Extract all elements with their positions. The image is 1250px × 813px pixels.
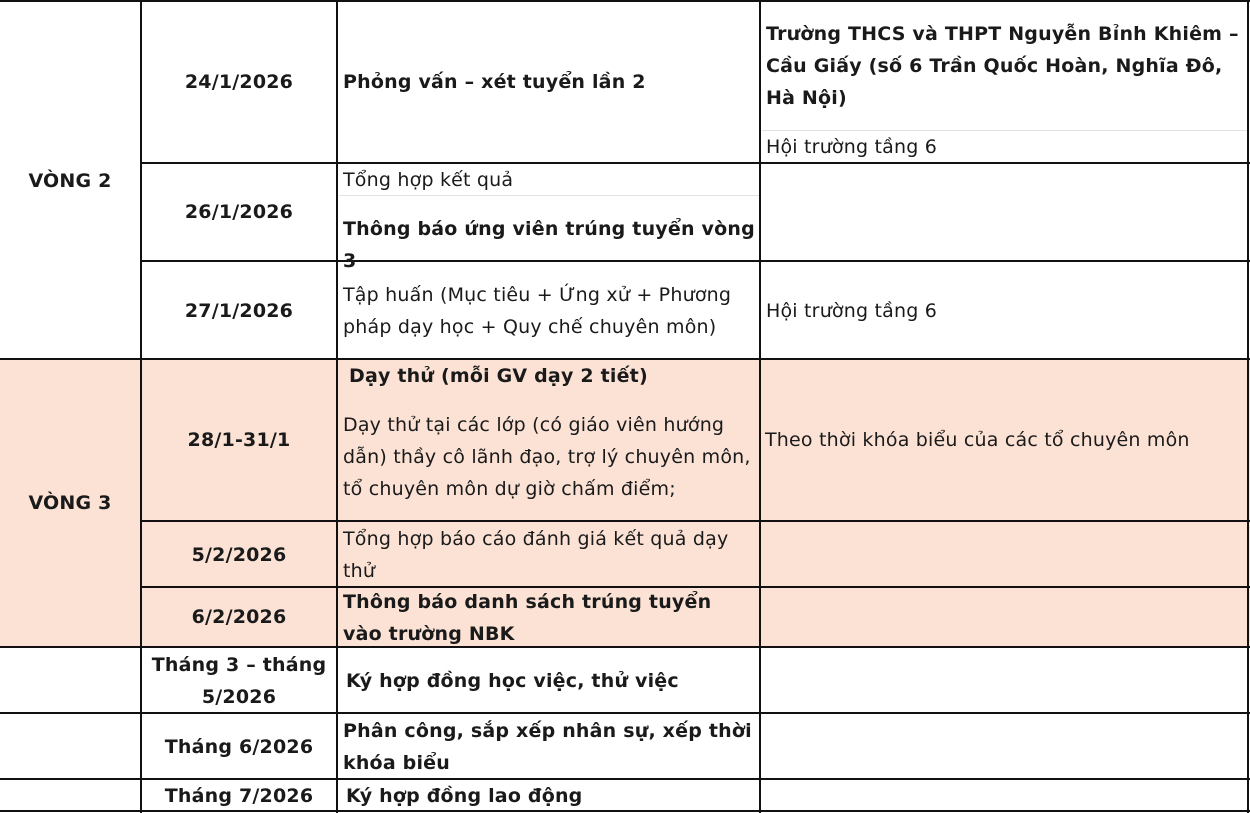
row-1-task: Phỏng vấn – xét tuyển lần 2 (343, 71, 646, 93)
row-6-date: 6/2/2026 (191, 606, 287, 628)
row-2-task-1: Tổng hợp kết quả (343, 169, 514, 191)
row-2-date: 26/1/2026 (184, 201, 294, 223)
round-2-label: VÒNG 2 (28, 170, 112, 192)
row-2-task-2: Thông báo ứng viên trúng tuyển vòng 3 (343, 218, 755, 272)
table-top-border (0, 0, 1250, 2)
row-1-location-sub: Hội trường tầng 6 (766, 136, 938, 158)
row-4-location: Theo thời khóa biểu của các tổ chuyên môn (765, 429, 1190, 451)
round-3-label: VÒNG 3 (28, 492, 112, 514)
row-divider (140, 520, 1250, 522)
row-9-task: Ký hợp đồng lao động (346, 785, 583, 807)
row-3-task: Tập huấn (Mục tiêu + Ứng xử + Phương pháp dạy học + Quy chế chuyên môn) (343, 284, 732, 338)
col-divider (140, 0, 142, 813)
table-right-border (1247, 0, 1249, 813)
row-4-task-detail: Dạy thử tại các lớp (có giáo viên hướng dẫn) thầy cô lãnh đạo, trợ lý chuyên môn, tổ chuyên môn dự giờ chấm điểm; (343, 414, 751, 500)
row-3-date: 27/1/2026 (184, 300, 294, 322)
col-divider (759, 0, 761, 813)
row-8-date: Tháng 6/2026 (164, 736, 314, 758)
row-4-date: 28/1-31/1 (187, 429, 291, 451)
row-9-date: Tháng 7/2026 (164, 785, 314, 807)
row-5-task: Tổng hợp báo cáo đánh giá kết quả dạy thử (343, 528, 729, 582)
row-8-task: Phân công, sắp xếp nhân sự, xếp thời khóa biểu (343, 720, 752, 774)
row-4-task-title: Dạy thử (mỗi GV dạy 2 tiết) (349, 365, 648, 387)
row-1-location: Trường THCS và THPT Nguyễn Bỉnh Khiêm – Cầu Giấy (số 6 Trần Quốc Hoàn, Nghĩa Đô, Hà Nội) (766, 23, 1239, 109)
row-3-location: Hội trường tầng 6 (766, 300, 938, 322)
row-1-date: 24/1/2026 (184, 71, 294, 93)
row-7-task: Ký hợp đồng học việc, thử việc (346, 670, 679, 692)
row-6-task: Thông báo danh sách trúng tuyển vào trường NBK (343, 591, 712, 645)
row-5-date: 5/2/2026 (191, 544, 287, 566)
row-7-date: Tháng 3 – tháng 5/2026 (151, 654, 327, 708)
col-divider (336, 0, 338, 813)
